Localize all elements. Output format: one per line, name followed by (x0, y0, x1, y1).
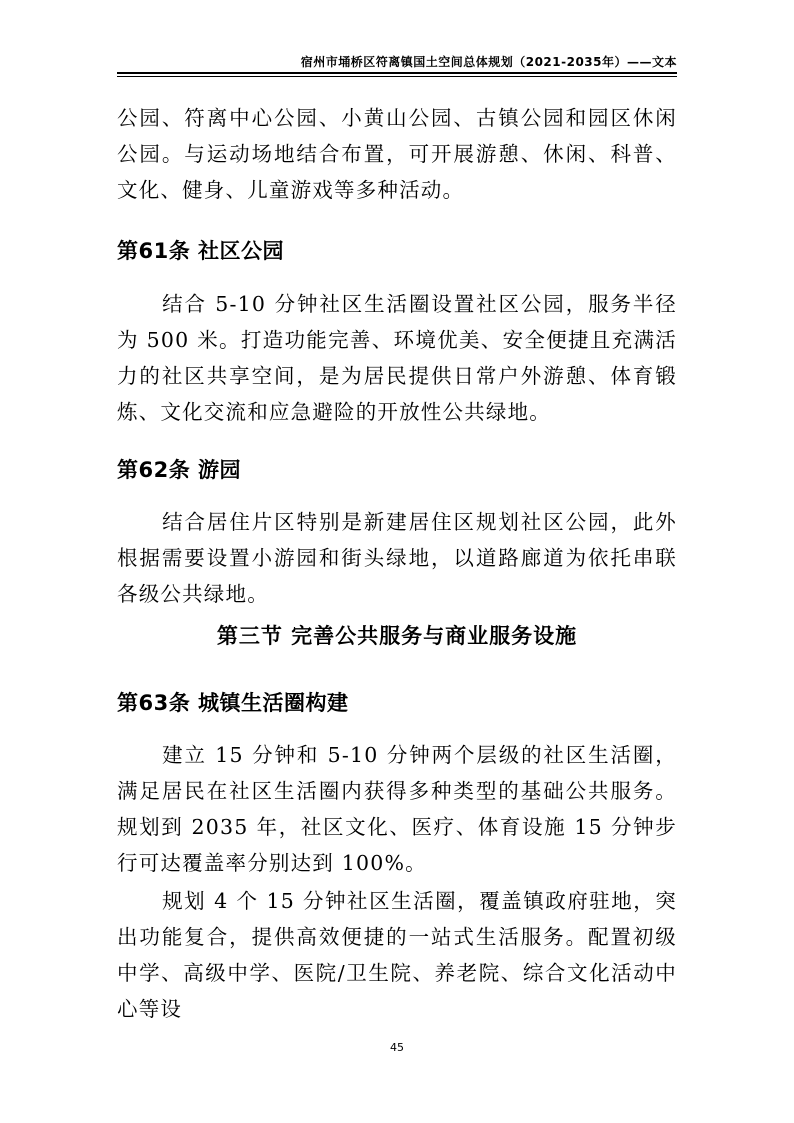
intro-paragraph: 公园、符离中心公园、小黄山公园、古镇公园和园区休闲公园。与运动场地结合布置，可开展游憩、休闲、科普、文化、健身、儿童游戏等多种活动。 (117, 106, 677, 202)
section-3-heading: 第三节 完善公共服务与商业服务设施 (216, 624, 578, 648)
header-rule-thick (117, 72, 677, 74)
article-62-body: 结合居住片区特别是新建居住区规划社区公园，此外根据需要设置小游园和街头绿地，以道路廊道为依托串联各级公共绿地。 (117, 510, 677, 606)
page-number: 45 (390, 1041, 404, 1054)
article-63-body-1: 建立 15 分钟和 5-10 分钟两个层级的社区生活圈，满足居民在社区生活圈内获得多种类型的基础公共服务。规划到 2035 年，社区文化、医疗、体育设施 15 分钟步行可达覆盖率分别达到 100%。 (117, 743, 677, 875)
header-rule-thin (117, 76, 677, 77)
article-63-heading: 第63条 城镇生活圈构建 (117, 691, 349, 715)
article-61-body: 结合 5-10 分钟社区生活圈设置社区公园，服务半径为 500 米。打造功能完善、环境优美、安全便捷且充满活力的社区共享空间，是为居民提供日常户外游憩、体育锻炼、文化交流和应急避险的开放性公共绿地。 (117, 292, 677, 424)
article-62-heading: 第62条 游园 (117, 458, 242, 482)
article-63-body-2: 规划 4 个 15 分钟社区生活圈，覆盖镇政府驻地，突出功能复合，提供高效便捷的一站式生活服务。配置初级中学、高级中学、医院/卫生院、养老院、综合文化活动中心等设 (117, 889, 677, 1021)
running-header: 宿州市埇桥区符离镇国土空间总体规划（2021-2035年）——文本 (300, 55, 677, 69)
article-61-heading: 第61条 社区公园 (117, 239, 285, 263)
